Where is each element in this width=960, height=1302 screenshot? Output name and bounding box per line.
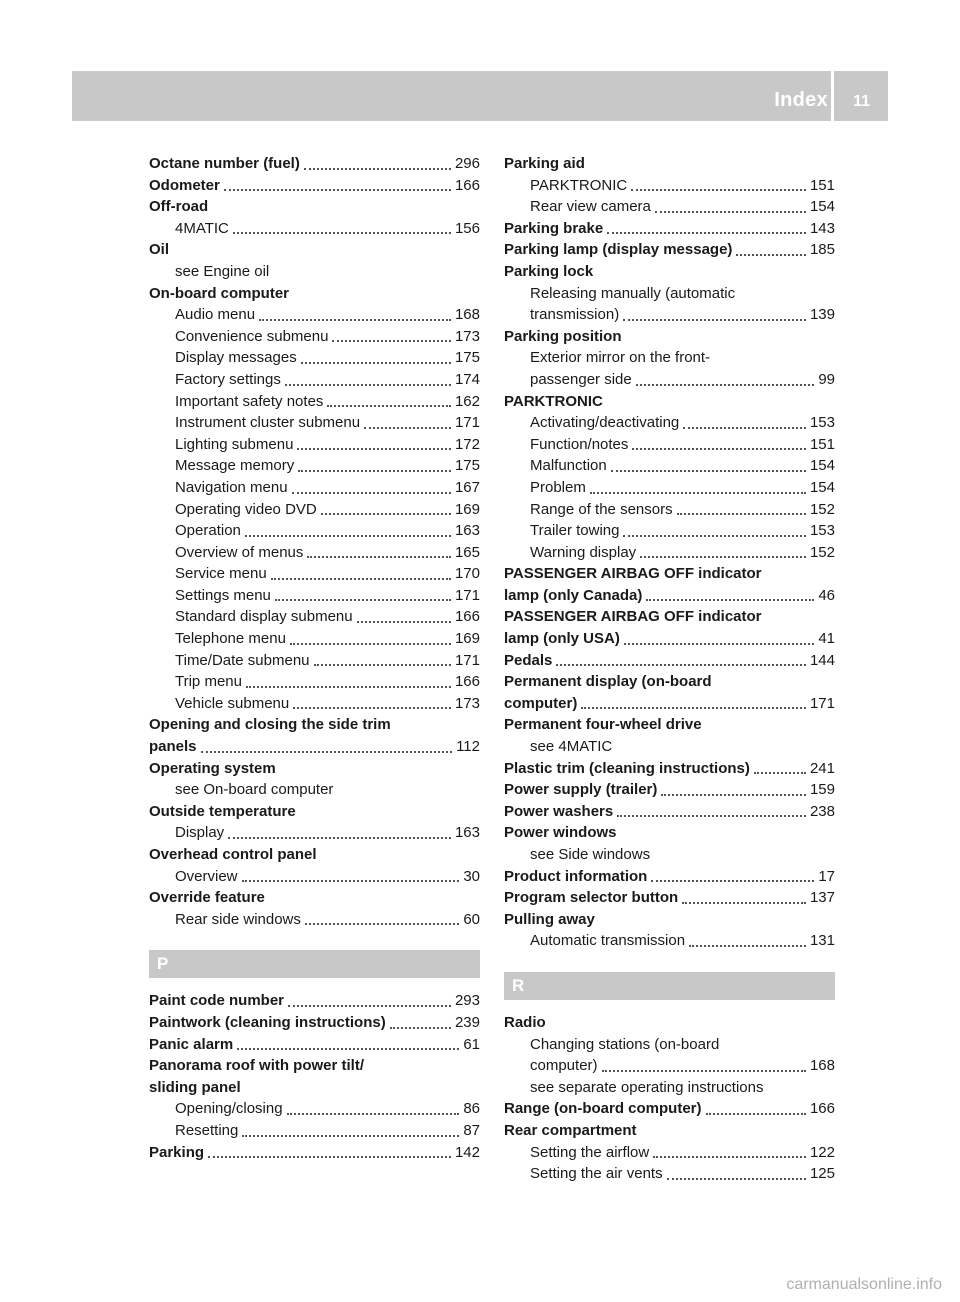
index-entry — [149, 866, 480, 888]
index-term: Permanent display (on-board — [504, 673, 712, 691]
entry-label: Rear view camera — [530, 198, 651, 216]
index-entry — [149, 175, 480, 197]
entry-page-number: 156 — [454, 219, 480, 237]
index-term: Outside temperature — [149, 802, 296, 820]
dot-leader — [259, 305, 451, 321]
entry-page-number: 241 — [809, 759, 835, 777]
dot-leader — [556, 650, 806, 666]
index-entry — [149, 736, 480, 758]
entry-label: Malfunction — [530, 457, 607, 475]
entry-page-number: 99 — [818, 370, 835, 388]
index-entry — [149, 1034, 480, 1056]
entry-label: PARKTRONIC — [530, 176, 628, 194]
entry-page-number: 168 — [454, 306, 480, 324]
dot-leader — [287, 1099, 460, 1115]
entry-label: Warning display — [530, 543, 637, 561]
index-subtext: Releasing manually (automatic — [530, 284, 736, 302]
entry-label: Standard display submenu — [175, 608, 353, 626]
dot-leader — [298, 456, 451, 472]
index-entry — [149, 153, 480, 175]
index-term: Parking lock — [504, 262, 594, 280]
index-term: PASSENGER AIRBAG OFF indicator — [504, 608, 762, 626]
entry-label: lamp (only USA) — [504, 630, 620, 648]
dot-leader — [636, 370, 815, 386]
entry-page-number: 171 — [454, 414, 480, 432]
entry-page-number: 162 — [454, 392, 480, 410]
entry-page-number: 144 — [809, 651, 835, 669]
index-entry — [149, 1012, 480, 1034]
index-column-left — [149, 153, 480, 1163]
index-subtext: see separate operating instructions — [530, 1078, 764, 1096]
entry-label: Operating video DVD — [175, 500, 317, 518]
index-entry — [149, 671, 480, 693]
index-term: PARKTRONIC — [504, 392, 603, 410]
dot-leader — [624, 629, 814, 645]
entry-label: Important safety notes — [175, 392, 324, 410]
entry-label: passenger side — [530, 370, 632, 388]
entry-page-number: 166 — [454, 673, 480, 691]
index-term: Off-road — [149, 198, 209, 216]
dot-leader — [305, 909, 459, 925]
dot-leader — [581, 693, 806, 709]
entry-label: Parking brake — [504, 219, 604, 237]
entry-page-number: 296 — [454, 155, 480, 172]
entry-page-number: 61 — [463, 1035, 480, 1053]
entry-label: Service menu — [175, 565, 267, 583]
index-subtext: see 4MATIC — [530, 738, 613, 756]
index-entry — [149, 628, 480, 650]
index-term: On-board computer — [149, 284, 290, 302]
entry-label: Setting the airflow — [530, 1143, 650, 1161]
dot-leader — [292, 478, 451, 494]
index-entry — [504, 930, 835, 952]
entry-page-number: 293 — [454, 992, 480, 1010]
index-entry — [149, 434, 480, 456]
index-entry — [504, 455, 835, 477]
dot-leader — [201, 737, 453, 753]
index-entry — [149, 477, 480, 499]
index-subtext: see On-board computer — [175, 781, 334, 799]
index-entry — [149, 369, 480, 391]
index-entry — [504, 693, 835, 715]
dot-leader — [651, 866, 814, 882]
index-entry — [149, 606, 480, 628]
index-entry — [504, 585, 835, 607]
entry-page-number: 151 — [809, 435, 835, 453]
entry-label: Rear side windows — [175, 910, 301, 928]
index-entry — [149, 326, 480, 348]
entry-page-number: 154 — [809, 198, 835, 216]
entry-page-number: 159 — [809, 781, 835, 799]
section-header — [504, 972, 835, 1000]
index-entry — [504, 779, 835, 801]
header-divider — [831, 71, 834, 121]
entry-page-number: 152 — [809, 543, 835, 561]
index-entry — [149, 650, 480, 672]
dot-leader — [611, 456, 806, 472]
entry-label: Problem — [530, 478, 586, 496]
page-number: 11 — [853, 93, 870, 110]
entry-label: Navigation menu — [175, 478, 288, 496]
index-term: Parking position — [504, 327, 622, 345]
entry-page-number: 239 — [454, 1013, 480, 1031]
index-entry — [149, 822, 480, 844]
entry-label: Overview of menus — [175, 543, 304, 561]
entry-label: Power supply (trailer) — [504, 781, 658, 799]
dot-leader — [271, 564, 451, 580]
entry-page-number: 17 — [818, 867, 835, 885]
entry-page-number: 143 — [809, 219, 835, 237]
dot-leader — [736, 240, 806, 256]
dot-leader — [242, 866, 460, 882]
page-title: Index — [774, 89, 828, 111]
entry-label: panels — [149, 738, 197, 756]
dot-leader — [332, 326, 451, 342]
dot-leader — [301, 348, 451, 364]
section-letter: R — [512, 975, 525, 995]
index-entry — [504, 866, 835, 888]
entry-page-number: 171 — [454, 651, 480, 669]
index-term: Panorama roof with power tilt/ — [149, 1057, 365, 1075]
entry-page-number: 153 — [809, 522, 835, 540]
dot-leader — [242, 1121, 459, 1137]
dot-leader — [706, 1099, 806, 1115]
index-entry — [504, 520, 835, 542]
section-letter: P — [157, 954, 169, 974]
header-bar — [72, 71, 888, 121]
entry-label: Panic alarm — [149, 1035, 234, 1053]
index-term: Oil — [149, 241, 170, 259]
index-entry — [149, 412, 480, 434]
dot-leader — [646, 585, 814, 601]
dot-leader — [327, 391, 451, 407]
index-entry — [504, 650, 835, 672]
entry-label: Time/Date submenu — [175, 651, 310, 669]
index-entry — [149, 909, 480, 931]
entry-page-number: 163 — [454, 522, 480, 540]
entry-page-number: 152 — [809, 500, 835, 518]
index-entry — [504, 758, 835, 780]
index-subtext: Changing stations (on-board — [530, 1035, 720, 1053]
entry-page-number: 112 — [456, 738, 480, 756]
index-entry — [504, 239, 835, 261]
watermark: carmanualsonline.info — [786, 1276, 942, 1293]
dot-leader — [293, 693, 451, 709]
index-entry — [504, 412, 835, 434]
index-term: Overhead control panel — [149, 846, 317, 863]
entry-label: Vehicle submenu — [175, 694, 290, 712]
index-entry — [504, 1098, 835, 1120]
index-entry — [149, 1142, 480, 1164]
index-term: Opening and closing the side trim — [149, 716, 391, 734]
index-term: Rear compartment — [504, 1121, 637, 1139]
dot-leader — [667, 1164, 806, 1180]
index-entry — [504, 304, 835, 326]
index-entry — [149, 693, 480, 715]
entry-label: Message memory — [175, 457, 295, 475]
index-term: PASSENGER AIRBAG OFF indicator — [504, 565, 762, 583]
entry-page-number: 166 — [809, 1100, 835, 1118]
dot-leader — [321, 499, 451, 515]
entry-page-number: 153 — [809, 414, 835, 432]
section-header — [149, 950, 480, 978]
entry-label: Activating/deactivating — [530, 414, 680, 432]
entry-page-number: 173 — [454, 694, 480, 712]
entry-label: Odometer — [149, 176, 220, 194]
index-entry — [504, 801, 835, 823]
entry-label: Paint code number — [149, 992, 285, 1010]
entry-page-number: 167 — [454, 478, 480, 496]
entry-page-number: 170 — [454, 565, 480, 583]
entry-label: Settings menu — [175, 586, 271, 604]
dot-leader — [632, 434, 806, 450]
dot-leader — [290, 629, 451, 645]
dot-leader — [677, 499, 806, 515]
index-entry — [504, 542, 835, 564]
index-entry — [504, 1055, 835, 1077]
entry-page-number: 175 — [454, 349, 480, 367]
index-entry — [504, 887, 835, 909]
entry-page-number: 87 — [463, 1121, 480, 1139]
dot-leader — [590, 478, 806, 494]
dot-leader — [661, 780, 806, 796]
index-entry — [149, 520, 480, 542]
entry-label: Instrument cluster submenu — [175, 414, 361, 432]
entry-label: Display — [175, 824, 225, 842]
dot-leader — [390, 1013, 451, 1029]
entry-label: Pedals — [504, 651, 553, 669]
dot-leader — [607, 218, 806, 234]
index-entry — [149, 347, 480, 369]
entry-label: Telephone menu — [175, 630, 286, 648]
dot-leader — [246, 672, 451, 688]
entry-label: Octane number (fuel) — [149, 155, 300, 172]
index-entry — [149, 990, 480, 1012]
index-entry — [504, 369, 835, 391]
entry-page-number: 142 — [454, 1143, 480, 1161]
entry-page-number: 154 — [809, 478, 835, 496]
entry-label: Trailer towing — [530, 522, 620, 540]
index-entry — [504, 434, 835, 456]
index-entry — [504, 196, 835, 218]
dot-leader — [285, 370, 451, 386]
index-entry — [504, 628, 835, 650]
entry-page-number: 154 — [809, 457, 835, 475]
entry-label: Factory settings — [175, 370, 281, 388]
entry-page-number: 171 — [809, 694, 835, 712]
dot-leader — [275, 585, 451, 601]
entry-page-number: 30 — [463, 867, 480, 885]
dot-leader — [631, 175, 806, 191]
index-entry — [149, 391, 480, 413]
entry-label: Range of the sensors — [530, 500, 673, 518]
entry-page-number: 175 — [454, 457, 480, 475]
index-entry — [149, 542, 480, 564]
entry-label: Display messages — [175, 349, 297, 367]
dot-leader — [623, 521, 805, 537]
dot-leader — [314, 650, 451, 666]
entry-label: Operation — [175, 522, 241, 540]
entry-page-number: 151 — [809, 176, 835, 194]
dot-leader — [364, 413, 451, 429]
entry-page-number: 137 — [809, 889, 835, 907]
entry-label: lamp (only Canada) — [504, 586, 643, 604]
index-term: Pulling away — [504, 910, 595, 928]
entry-label: Audio menu — [175, 306, 256, 324]
entry-label: Overview — [175, 867, 238, 885]
index-subtext: see Engine oil — [175, 262, 270, 280]
dot-leader — [233, 218, 451, 234]
entry-label: 4MATIC — [175, 219, 229, 237]
index-entry — [149, 1120, 480, 1142]
entry-label: Plastic trim (cleaning instructions) — [504, 759, 750, 777]
entry-page-number: 174 — [454, 370, 480, 388]
index-term: sliding panel — [149, 1078, 241, 1096]
index-entry — [504, 1142, 835, 1164]
entry-label: computer) — [530, 1057, 598, 1075]
dot-leader — [307, 542, 451, 558]
index-term: Override feature — [149, 889, 265, 907]
index-entry — [149, 585, 480, 607]
entry-page-number: 46 — [818, 586, 835, 604]
entry-label: Opening/closing — [175, 1100, 283, 1118]
index-entry — [149, 499, 480, 521]
entry-page-number: 172 — [454, 435, 480, 453]
entry-page-number: 139 — [809, 306, 835, 324]
entry-label: Range (on-board computer) — [504, 1100, 702, 1118]
dot-leader — [682, 888, 806, 904]
entry-label: Paintwork (cleaning instructions) — [149, 1013, 386, 1031]
entry-page-number: 173 — [454, 327, 480, 345]
dot-leader — [653, 1142, 806, 1158]
index-subtext: see Side windows — [530, 846, 651, 863]
entry-page-number: 166 — [454, 176, 480, 194]
index-entry — [149, 563, 480, 585]
dot-leader — [208, 1142, 451, 1158]
dot-leader — [357, 607, 451, 623]
index-term: Power windows — [504, 824, 617, 842]
index-entry — [149, 218, 480, 240]
entry-label: Function/notes — [530, 435, 629, 453]
dot-leader — [602, 1056, 806, 1072]
index-term: Permanent four-wheel drive — [504, 716, 702, 734]
index-entry — [504, 499, 835, 521]
entry-label: Parking — [149, 1143, 205, 1161]
entry-page-number: 238 — [809, 802, 835, 820]
dot-leader — [617, 801, 806, 817]
dot-leader — [237, 1034, 459, 1050]
entry-label: Resetting — [175, 1121, 239, 1139]
entry-page-number: 86 — [463, 1100, 480, 1118]
entry-page-number: 41 — [818, 630, 835, 648]
entry-page-number: 171 — [454, 586, 480, 604]
index-entry — [504, 218, 835, 240]
entry-label: Power washers — [504, 802, 614, 820]
index-entry — [149, 455, 480, 477]
entry-label: Automatic transmission — [530, 932, 686, 950]
entry-page-number: 185 — [809, 241, 835, 259]
entry-page-number: 168 — [809, 1057, 835, 1075]
dot-leader — [245, 521, 451, 537]
index-term: Radio — [504, 1013, 546, 1031]
entry-label: Product information — [504, 867, 648, 885]
entry-page-number: 169 — [454, 500, 480, 518]
index-subtext: Exterior mirror on the front- — [530, 349, 711, 367]
dot-leader — [655, 197, 806, 213]
entry-page-number: 125 — [809, 1165, 835, 1183]
entry-label: Parking lamp (display message) — [504, 241, 733, 259]
index-entry — [149, 304, 480, 326]
index-entry — [149, 1098, 480, 1120]
entry-label: Convenience submenu — [175, 327, 329, 345]
dot-leader — [297, 434, 451, 450]
entry-page-number: 60 — [463, 910, 480, 928]
entry-label: transmission) — [530, 306, 620, 324]
index-term: Parking aid — [504, 155, 585, 172]
index-entry — [504, 175, 835, 197]
entry-page-number: 169 — [454, 630, 480, 648]
entry-page-number: 166 — [454, 608, 480, 626]
index-entry — [504, 1163, 835, 1185]
entry-page-number: 165 — [454, 543, 480, 561]
index-entry — [504, 477, 835, 499]
dot-leader — [304, 154, 451, 170]
entry-page-number: 122 — [809, 1143, 835, 1161]
dot-leader — [224, 175, 451, 191]
dot-leader — [640, 542, 806, 558]
entry-page-number: 131 — [809, 932, 835, 950]
index-column-right — [504, 153, 835, 1185]
entry-page-number: 163 — [454, 824, 480, 842]
entry-label: Setting the air vents — [530, 1165, 663, 1183]
dot-leader — [228, 823, 451, 839]
entry-label: Program selector button — [504, 889, 679, 907]
dot-leader — [689, 931, 806, 947]
entry-label: Trip menu — [175, 673, 242, 691]
dot-leader — [683, 413, 806, 429]
dot-leader — [754, 758, 806, 774]
entry-label: Lighting submenu — [175, 435, 294, 453]
dot-leader — [623, 305, 806, 321]
index-term: Operating system — [149, 759, 276, 777]
entry-label: computer) — [504, 694, 578, 712]
dot-leader — [288, 991, 451, 1007]
